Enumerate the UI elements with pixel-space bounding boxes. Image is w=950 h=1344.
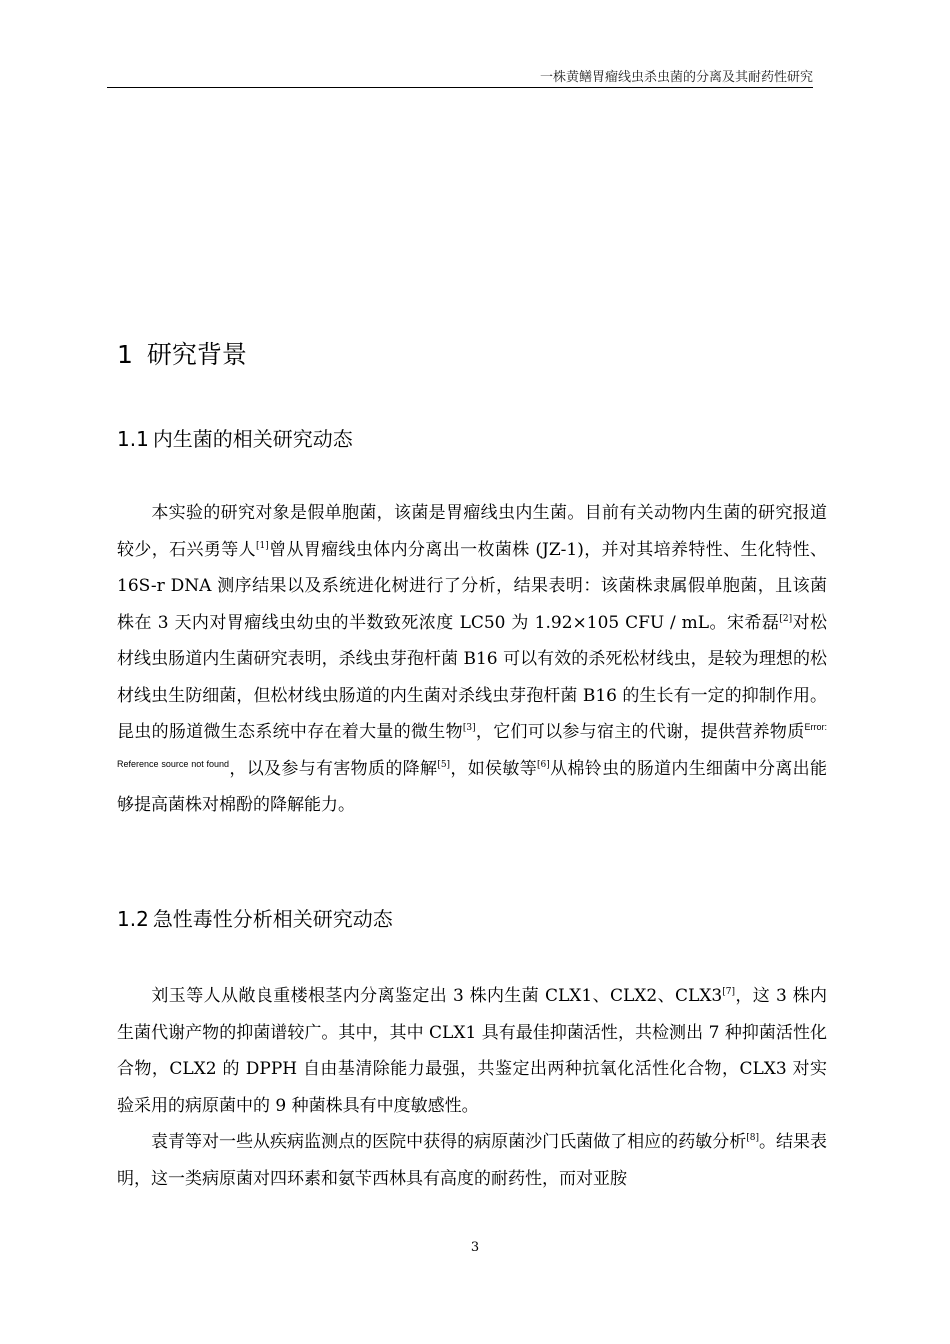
subsection-number: 1.2 xyxy=(117,907,149,931)
text-run: 刘玉等人从敞良重楼根茎内分离鉴定出 3 株内生菌 CLX1、CLX2、CLX3 xyxy=(151,986,723,1006)
subsection-heading-1-1 xyxy=(117,423,353,452)
running-header: 一株黄鳝胃瘤线虫杀虫菌的分离及其耐药性研究 xyxy=(539,70,813,85)
text-run: 曾从胃瘤线虫体内分离出一枚菌株 (JZ-1)，并对其培养特性、生化特性、16S-r DNA 测序结果以及系统进化树进行了分析，结果表明：该菌株隶属假单胞菌，且该菌株在 3 天内对胃瘤线虫幼虫的半数致死浓度 LC50 为 1.92×105 CFU / mL。宋希磊 xyxy=(117,539,827,633)
reference-error-text: Error: Reference source not found xyxy=(117,722,827,769)
text-run: 对松材线虫肠道内生菌研究表明，杀线虫芽孢杆菌 B16 可以有效的杀死松材线虫，是较为理想的松材线虫生防细菌，但松材线虫肠道的内生菌对杀线虫芽孢杆菌 B16 的生长有一定的抑制作用。昆虫的肠道微生态系统中存在着大量的微生物 xyxy=(117,612,827,742)
subsection-heading-1-2 xyxy=(117,903,393,932)
text-run: ，它们可以参与宿主的代谢，提供营养物质 xyxy=(475,722,805,742)
paragraph-endophyte-research xyxy=(117,495,827,824)
subsection-title: 内生菌的相关研究动态 xyxy=(152,427,353,451)
paragraph-drug-resistance xyxy=(117,1124,827,1197)
citation-ref[interactable]: [8] xyxy=(746,1133,759,1143)
text-run: 。结果表明，这一类病原菌对四环素和氨苄西林具有高度的耐药性，而对亚胺 xyxy=(117,1132,828,1189)
citation-ref[interactable]: [7] xyxy=(722,987,735,997)
citation-ref[interactable]: [3] xyxy=(462,723,476,733)
citation-ref[interactable]: [1] xyxy=(255,540,269,551)
text-run: 从棉铃虫的肠道内生细菌中分离出能够提高菌株对棉酚的降解能力。 xyxy=(117,758,828,815)
section-heading-1 xyxy=(117,335,247,371)
citation-ref[interactable]: [5] xyxy=(437,759,451,770)
text-run: ，如侯敏等 xyxy=(450,758,538,779)
citation-ref[interactable]: [6] xyxy=(537,759,550,770)
section-title: 研究背景 xyxy=(146,340,247,369)
paragraph-endophyte-strains xyxy=(117,978,827,1124)
citation-ref[interactable]: [2] xyxy=(779,613,793,624)
subsection-title: 急性毒性分析相关研究动态 xyxy=(152,907,393,931)
page-number: 3 xyxy=(470,1240,480,1255)
text-run: 本实验的研究对象是假单胞菌，该菌是胃瘤线虫内生菌。目前有关动物内生菌的研究报道较少，石兴勇等人 xyxy=(117,503,827,560)
text-run: 袁青等对一些从疾病监测点的医院中获得的病原菌沙门氏菌做了相应的药敏分析 xyxy=(151,1132,747,1152)
subsection-number: 1.1 xyxy=(117,427,149,451)
section-number: 1 xyxy=(117,340,133,369)
text-run: ，以及参与有害物质的降解 xyxy=(229,758,438,779)
text-run: ，这 3 株内生菌代谢产物的抑菌谱较广。其中，其中 CLX1 具有最佳抑菌活性，共检测出 7 种抑菌活性化合物，CLX2 的 DPPH 自由基清除能力最强，共鉴定出两种抗氧化活性化合物，CLX3 对实验采用的病原菌中的 9 种菌株具有中度敏感性。 xyxy=(117,986,827,1116)
header-rule xyxy=(107,87,813,88)
